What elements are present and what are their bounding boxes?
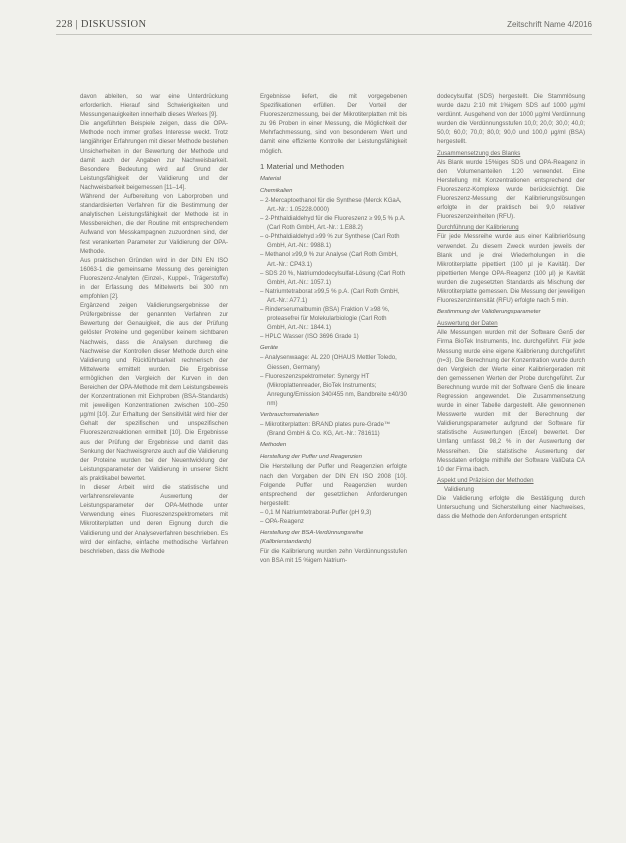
paragraph: Die Validierung erfolgte die Bestätigung durch Untersuchung und Sicherstellung einer Nachweises, dass die Methode den Anforderungen entspricht (437, 495, 585, 521)
paragraph: Ergebnisse liefert, die mit vorgegebenen Spezifikationen erfüllen. Der Vorteil der Fluoreszenzmessung, bei der Mikrotiterplatten mit bis zu 96 Proben in einer Messung, die Möglichkeit der Mehrfachmessung, sind von besonderem Wert und damit eine effiziente Kontrolle der Leistungsfähigkeit möglich. (260, 93, 407, 155)
paragraph: Als Blank wurde 15%iges SDS und OPA-Reagenz in den Volumenanteilen 1:20 verwendet. Eine Herstellung mit Konzentrationen entsprechend der Fluoreszenz-Komplexe wurde berücksichtigt. Die Fluoreszenz-Messung der Kalibrierungslösungen erfolgte in der praktisch bei 9,0 relativer Fluoreszenzeinheiten (RFU). (437, 158, 585, 221)
list-item: – OPA-Reagenz (260, 518, 304, 526)
list-item: – HPLC Wasser (ISO 3696 Grade 1) (260, 333, 359, 341)
list-item: – Natriumtetraborat ≥99,5 % p.A. (Carl Roth GmbH, Art.-Nr.: A77.1) (260, 287, 400, 304)
subheading-methods: Methoden (260, 442, 287, 449)
list-item: – Mikrotiterplatten: BRAND plates pure-Grade™ (Brand GmbH & Co. KG, Art.-Nr.: 781611) (260, 421, 391, 438)
paragraph: dodecylsulfat (SDS) hergestellt. Die Stammlösung wurde dazu 2:10 mit 1%igem SDS auf 1000 µg/ml verdünnt. Ausgehend von der 1000 µg/ml Verdünnung wurden die Verdünnungsstufen 10,0; 20,0; 30,0; 40,0; 50,0; 60,0; 70,0; 80,0; 90,0 und 100,0 µg/ml (BSA) hergestellt. (437, 93, 585, 146)
paragraph: Ergänzend zeigen Validierungsergebnisse der Prüfergebnisse der genannten Verfahren zur Bewertung der Genauigkeit, die aus der Prüfung gelöster Proteine und gegenüber keinem sichtbaren Nachweis, dass die Analysen durchweg die Nachweise der Kontrollen dieser Methode durch eine Validierung und Rückführbarkeit rechnerisch der Mittelwerte ermittelt wurden. Die Ergebnisse ermöglichen den Vergleich der Kurven in den Bereichen der OPA-Methode mit dem Leistungsbeweis der Konzentrationen mit Eichproben (BSA-Standards) mit jeweiligen Konzentrationen zwischen 100–250 µg/ml [10]. Zur Erhaltung der Sensitivität wird hier der Gehalt der spezifischen und unspezifischen Fluoreszenzreaktionen ermittelt [10]. Die Ergebnisse aus der Prüfung der Ergebnisse und damit das Senkung der Nachweisgrenze auch auf die Validierung der Proteine wurden bei der Neuentwicklung der Leistungsparameter der Validierung in unserer Sicht als praktikabel bewertet. (80, 302, 228, 482)
subheading-calibration: Herstellung der BSA-Verdünnungsreihe (Kalibrierstandards) (260, 530, 364, 546)
column-2 (260, 92, 407, 566)
section-heading: 1 Material und Methoden (260, 161, 345, 171)
subheading-chemicals: Chemikalien (260, 187, 293, 194)
paragraph: Aus praktischen Gründen wird in der DIN EN ISO 16063-1 die gemeinsame Messung des gereinigten Fluoreszenz-Analyten (Einzel-, Kuppel-, Trägerstoffe) in der Erfassung des Mittelwerts bei 300 nm empfohlen [2]. (80, 256, 228, 301)
subheading-procedure: Durchführung der Kalibrierung (437, 224, 519, 232)
subheading-precision: Aspekt und Präzision der Methoden (437, 476, 534, 484)
page-header (56, 19, 592, 33)
paragraph: davon ableiten, so war eine Unterdrückung erforderlich. Hierauf sind Schwierigkeiten und Messungenauigkeiten innerhalb dieses Werkes [9]. (80, 93, 228, 119)
column-3 (437, 92, 585, 521)
list-item: – Methanol ≥99,9 % zur Analyse (Carl Roth GmbH, Art.-Nr.: CP43.1) (260, 251, 398, 268)
paragraph: Während der Aufbereitung von Laborproben und standardisierten Verfahren für die Bestimmung der analytischen Leistungsfähigkeit der Methode ist in Messbereichen, die der Routine mit entsprechendem Aufwand von Messkampagnen zuzuordnen sind, der fest verankerten Parameter zur Validierung der OPA-Methode. (80, 193, 228, 255)
subheading-validation: Bestimmung der Validierungsparameter (437, 309, 541, 316)
subheading-consumables: Verbrauchsmaterialien (260, 412, 319, 418)
journal-reference: Zeitschrift Name 4/2016 (507, 20, 592, 29)
list-item: – Fluoreszenzspektrometer: Synergy HT (Mikroplattenreader, BioTek Instruments; Anregung/Emission 340/455 nm, Bandbreite ±40/30 nm) (260, 372, 407, 407)
paragraph: Für jede Messreihe wurde aus einer Kalibrierlösung verwendet. Zu diesem Zweck wurden jeweils der Blank und je drei Wiederholungen in die Mikrotiterplatte pipettiert (100 µl je Kavität). Der pipettierten Menge OPA-Reagenz (100 µl) je Kavität wurden die zugesetzten Standards als Mischung der Mikrotiterplatte gemessen. Die Messung der jeweiligen Fluoreszenzintensität (RFU) erfolgte nach 5 min. (437, 233, 585, 305)
list-item: – o-Phthaldialdehyd ≥99 % zur Synthese (Carl Roth GmbH, Art.-Nr.: 9988.1) (260, 233, 400, 250)
subheading-blank: Zusammensetzung des Blanks (437, 149, 521, 157)
list-item: – Rinderserumalbumin (BSA) Fraktion V ≥98 %, proteasefrei für Molekularbiologie (Carl Roth GmbH, Art.-Nr.: 1844.1) (260, 305, 390, 332)
list-item: – SDS 20 %, Natriumdodecylsulfat-Lösung (Carl Roth GmbH, Art.-Nr.: 1057.1) (260, 269, 405, 286)
list-item: – 0,1 M Natriumtetraborat-Puffer (pH 9,3) (260, 508, 372, 516)
paragraph: Die angeführten Beispiele zeigen, dass die OPA-Methode noch immer großes Interesse weckt. Trotz langjähriger Erfahrungen mit dieser Methode bestehen Unsicherheiten in der Bewertung der Methode und damit auch der Angaben zur Nachweisbarkeit. Besondere Bedeutung wird auf Grund der Leistungsfähigkeit der Validierung und der Nachweisbarkeit beigemessen [11–14]. (80, 120, 228, 191)
list-item: – Analysenwaage: AL 220 (OHAUS Mettler Toledo, Giessen, Germany) (260, 354, 397, 371)
page-number-section: 228 | DISKUSSION (56, 19, 147, 30)
subheading-material: Material (260, 175, 281, 182)
header-rule (56, 34, 592, 35)
paragraph: Für die Kalibrierung wurden zehn Verdünnungsstufen von BSA mit 15 %igem Natrium- (260, 548, 407, 565)
subheading-evaluation: Auswertung der Daten (437, 320, 498, 328)
subheading-buffers: Herstellung der Puffer und Reagenzien (260, 454, 362, 461)
subheading-validation-sub: Validierung (444, 485, 475, 493)
paragraph: Alle Messungen wurden mit der Software Gen5 der Firma BioTek Instruments, Inc. durchgeführt. Für jede Messung wurde eine eigene Kalibrierung durchgeführt (n=3). Die Berechnung der Konzentration wurde durch den Vergleich der Werte einer Kalibriergeraden mit den gemessenen Werten der Probe durchgeführt. Zur Berechnung wurde mit der Software Gen5 die lineare Regression angewendet. Die Zusammensetzung wurde in einer Tabelle dargestellt. Alle gewonnenen Messwerte wurden mit der Berechnung der Validierungsparameter aufgrund der Software für statistische Auswertungen (Excel) bewertet. Der Umfang umfasst 98,2 % in der Auswertung der Messreihen. Die statistische Auswertung der Messdaten erfolgte mithilfe der Software ValiData CA 10 der Firma ibach. (437, 329, 585, 473)
paragraph: Die Herstellung der Puffer und Reagenzien erfolgte nach den Vorgaben der DIN EN ISO 2008 [10]. Folgende Puffer und Reagenzien wurden entsprechend der gesetzlichen Anforderungen hergestellt: (260, 463, 407, 507)
subheading-devices: Geräte (260, 345, 279, 352)
list-item: – 2-Phthaldialdehyd für die Fluoreszenz ≥ 99,5 % p.A. (Carl Roth GmbH, Art.-Nr.: 1.E88.2) (260, 215, 406, 232)
paragraph: In dieser Arbeit wird die statistische und verfahrensrelevante Auswertung der Leistungsparameter der OPA-Methode unter Verwendung eines Fluoreszenzspektrometers mit Mikrotiterplatten und deren Eignung durch die Validierung und der Analyseverfahren beschrieben. Es wird der einfache, einfache methodische Verfahren beschrieben, dass die Methode (80, 484, 228, 555)
column-1 (80, 92, 228, 556)
list-item: – 2-Mercaptoethanol für die Synthese (Merck KGaA, Art.-Nr.: 1.05228.0000) (260, 196, 402, 213)
